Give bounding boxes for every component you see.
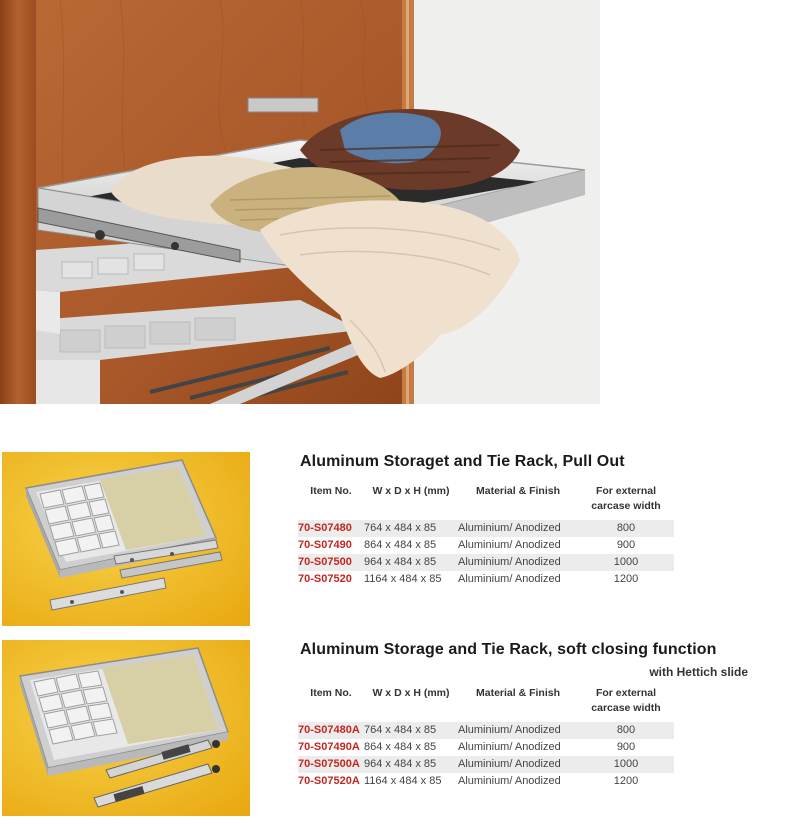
product-photo-pull-out	[2, 452, 250, 626]
item-number: 70-S07520	[298, 573, 352, 585]
item-number: 70-S07520A	[298, 775, 360, 787]
item-number: 70-S07500A	[298, 756, 364, 773]
table-row	[298, 739, 674, 756]
section-title-soft-closing: Aluminum Storage and Tie Rack, soft closing function	[300, 641, 717, 658]
carcase-width: 900	[616, 539, 636, 551]
hero-photo	[0, 0, 600, 404]
dimensions: 764 x 484 x 85	[364, 722, 458, 739]
col-header-item: Item No.	[310, 485, 352, 497]
table-row	[298, 537, 674, 554]
table-row	[298, 773, 674, 790]
table-header-row	[298, 686, 674, 722]
item-number: 70-S07500	[298, 554, 364, 571]
spec-table-soft-closing	[298, 686, 674, 790]
table-row	[298, 554, 674, 571]
col-header-dimensions: W x D x H (mm)	[372, 485, 450, 497]
dimensions: 964 x 484 x 85	[364, 756, 458, 773]
material: Aluminium/ Anodized	[458, 573, 561, 585]
item-number: 70-S07480	[298, 520, 364, 537]
carcase-width: 800	[578, 722, 674, 739]
table-header-row	[298, 484, 674, 520]
material: Aluminium/ Anodized	[458, 722, 578, 739]
dimensions: 964 x 484 x 85	[364, 554, 458, 571]
carcase-width: 1000	[578, 756, 674, 773]
col-header-dimensions: W x D x H (mm)	[372, 687, 450, 699]
carcase-width: 1000	[578, 554, 674, 571]
material: Aluminium/ Anodized	[458, 539, 561, 551]
item-number: 70-S07490	[298, 539, 352, 551]
carcase-width: 1200	[613, 573, 639, 585]
section-subtitle-hettich: with Hettich slide	[649, 665, 748, 679]
table-row	[298, 571, 674, 588]
dimensions: 1164 x 484 x 85	[364, 775, 442, 787]
section-title-pull-out: Aluminum Storaget and Tie Rack, Pull Out	[300, 453, 625, 470]
item-number: 70-S07480A	[298, 722, 364, 739]
table-row	[298, 520, 674, 537]
carcase-width: 900	[616, 741, 636, 753]
material: Aluminium/ Anodized	[458, 756, 578, 773]
dimensions: 864 x 484 x 85	[364, 741, 437, 753]
table-row	[298, 722, 674, 739]
col-header-material: Material & Finish	[475, 687, 560, 699]
material: Aluminium/ Anodized	[458, 741, 561, 753]
spec-table-pull-out	[298, 484, 674, 588]
carcase-width: 800	[578, 520, 674, 537]
carcase-width: 1200	[613, 775, 639, 787]
col-header-material: Material & Finish	[475, 485, 560, 497]
product-photo-soft-closing	[2, 640, 250, 816]
col-header-carcase-width: For external carcase width	[591, 687, 661, 714]
dimensions: 1164 x 484 x 85	[364, 573, 442, 585]
dimensions: 864 x 484 x 85	[364, 539, 437, 551]
col-header-item: Item No.	[310, 687, 352, 699]
table-row	[298, 756, 674, 773]
material: Aluminium/ Anodized	[458, 775, 561, 787]
material: Aluminium/ Anodized	[458, 554, 578, 571]
col-header-carcase-width: For external carcase width	[591, 485, 661, 512]
dimensions: 764 x 484 x 85	[364, 520, 458, 537]
material: Aluminium/ Anodized	[458, 520, 578, 537]
item-number: 70-S07490A	[298, 741, 360, 753]
